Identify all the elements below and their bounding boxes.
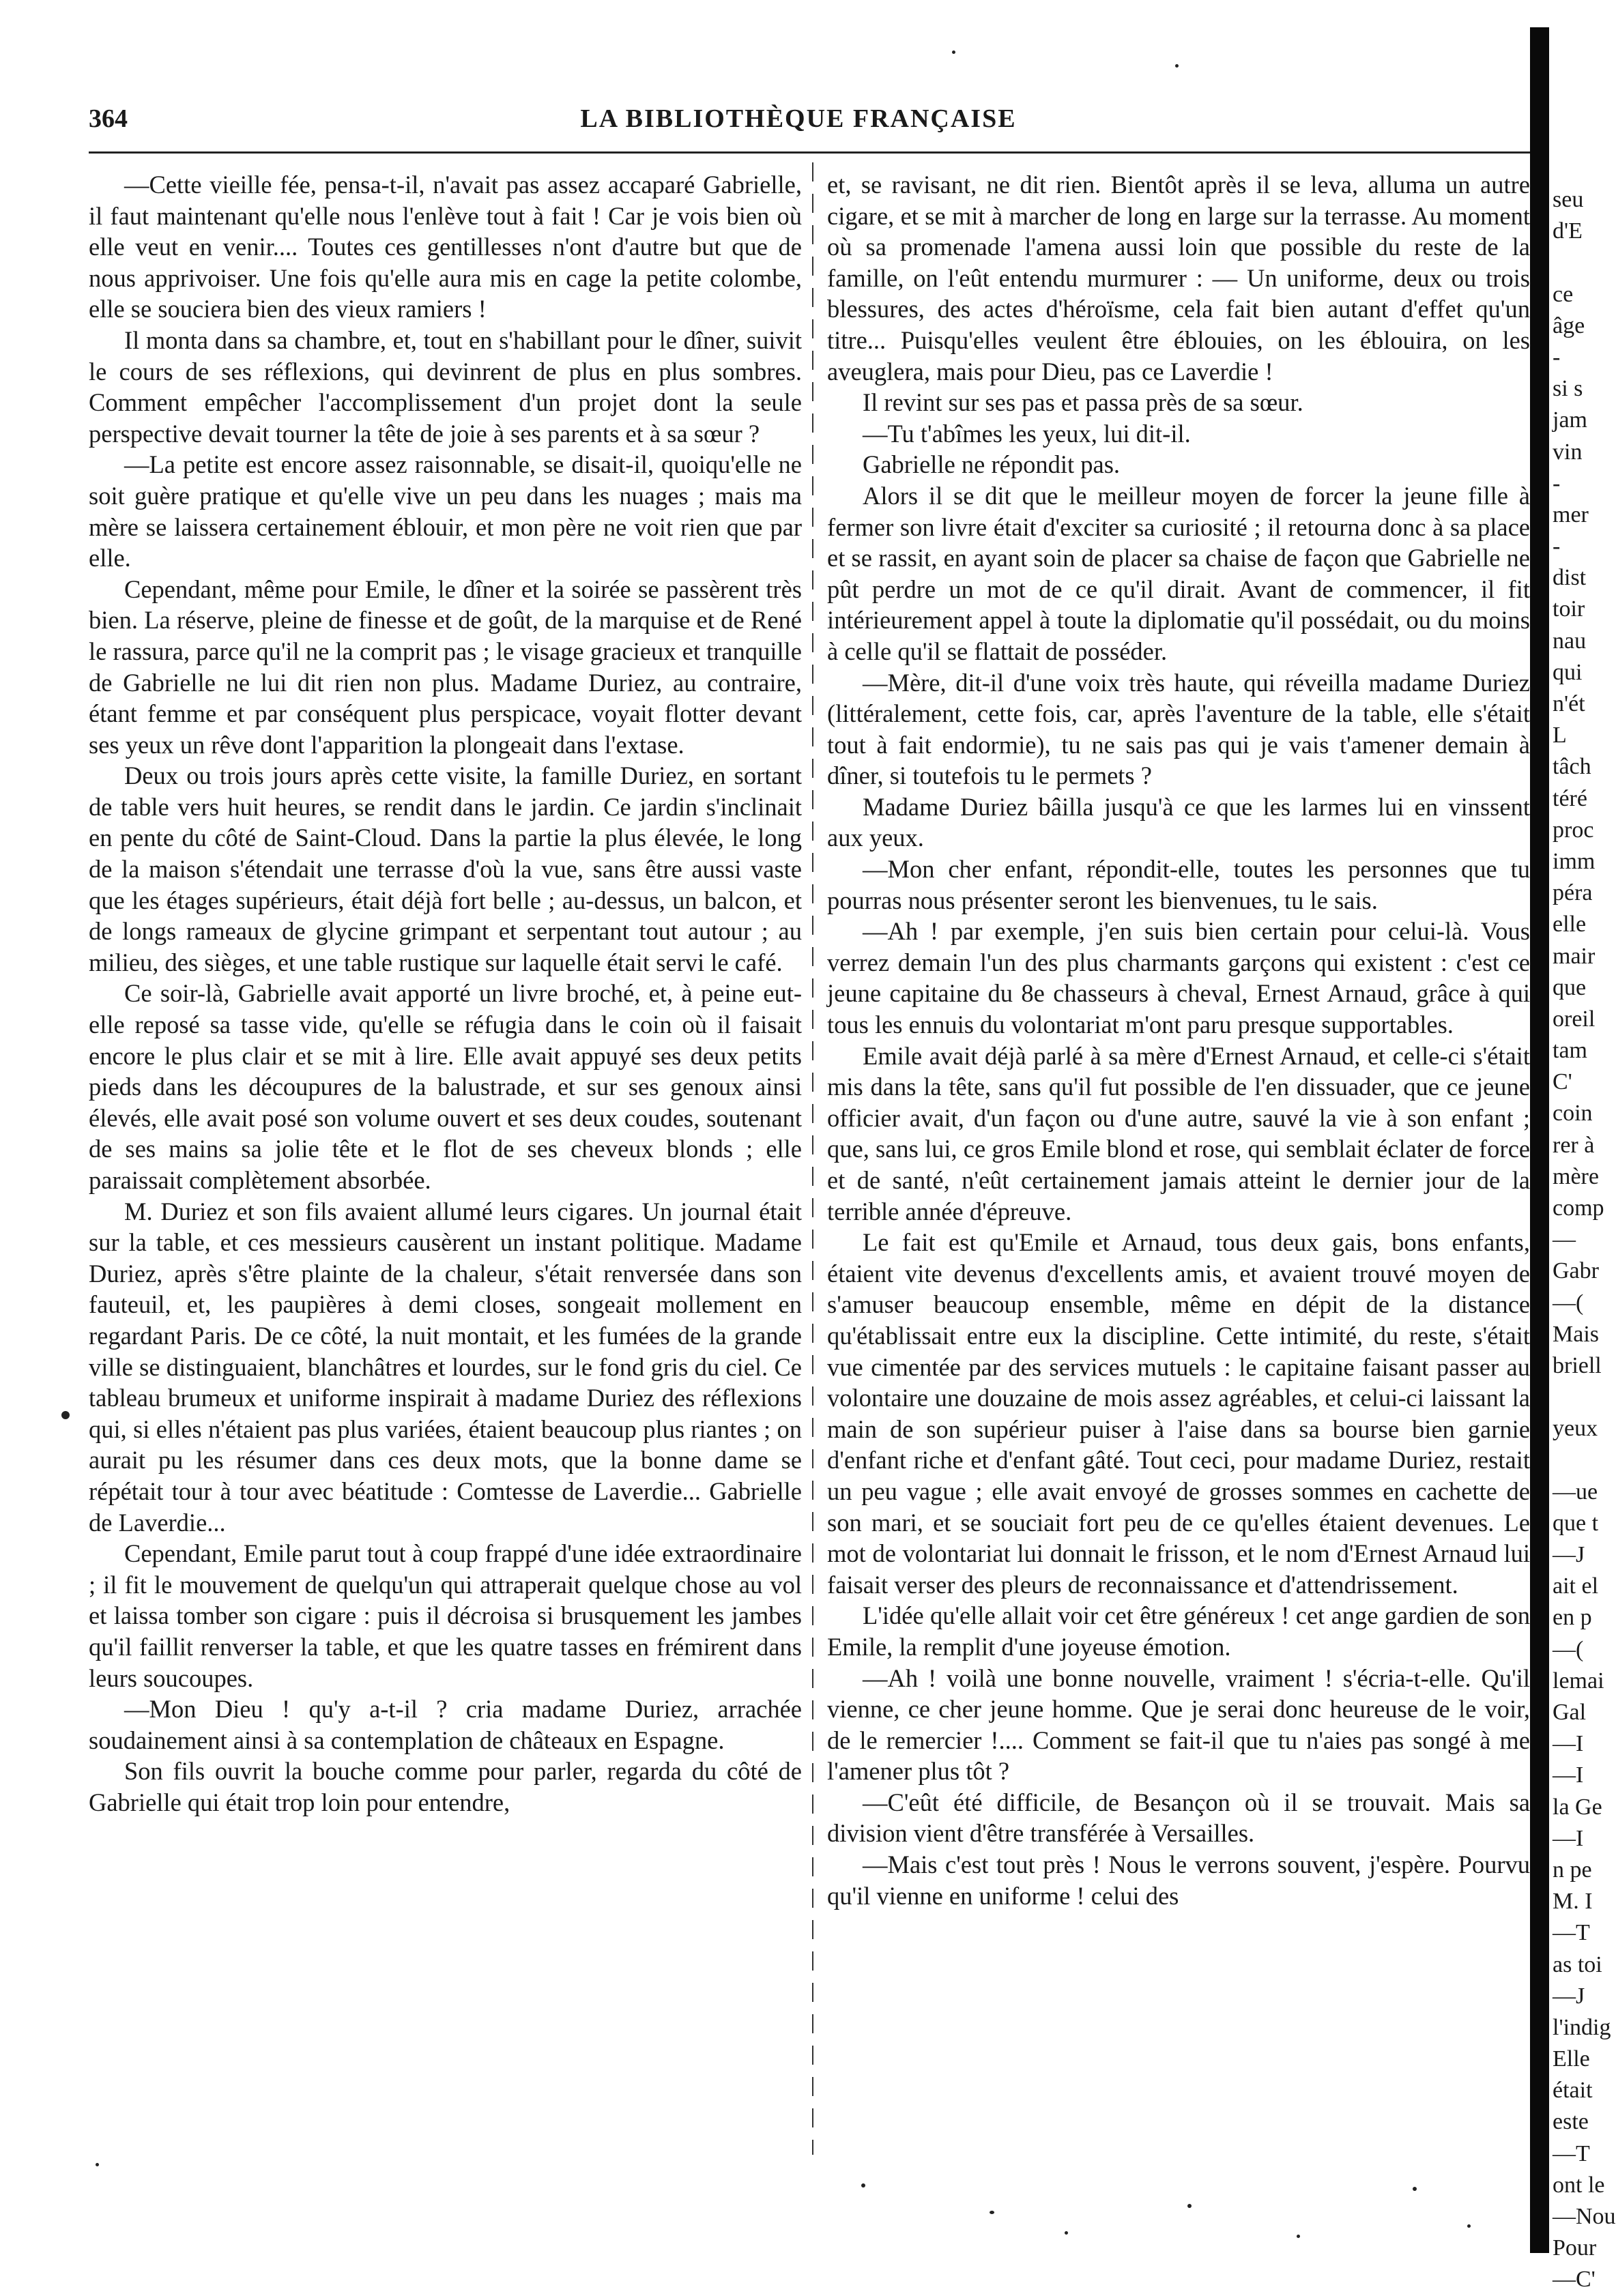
facing-page-fragment: était [1553, 2078, 1593, 2104]
facing-page-fragment: n pe [1553, 1857, 1592, 1883]
facing-page-fragments [1553, 184, 1616, 2296]
facing-page-fragment: tâch [1553, 754, 1591, 780]
facing-page-fragment: briell [1553, 1352, 1602, 1378]
facing-page-fragment: mair [1553, 943, 1596, 969]
facing-page-fragment: en p [1553, 1605, 1592, 1631]
paragraph: —La petite est encore assez raisonnable, se disait-il, quoiqu'elle ne soit guère pratique et qu'elle vive un peu dans les nuages ; mais ma mère se laissera certainement éblouir, et mon père ne voit rien que par elle. [89, 450, 802, 572]
facing-page-fragment: jam [1553, 407, 1587, 433]
paragraph: Cependant, même pour Emile, le dîner et la soirée se passèrent très bien. La réserve, pleine de finesse et de goût, de la marquise et de René le rassura, parce qu'il ne la comprit pas ; le visage gracieux et tranquille de Gabrielle ne lui dit rien non plus. Madame Duriez, au contraire, étant femme et par conséquent plus perspicace, voyait flotter devant ses yeux un rêve dont l'apparition la plongeait dans l'extase. [89, 575, 802, 759]
print-speck [1065, 2231, 1068, 2235]
facing-page-fragment: —J [1553, 1542, 1585, 1568]
facing-page-fragment: —I [1553, 1825, 1584, 1851]
facing-page-fragment: Mais [1553, 1321, 1599, 1347]
print-speck [1297, 2235, 1300, 2238]
facing-page-fragment: seu [1553, 187, 1584, 212]
print-speck [1413, 2187, 1417, 2191]
facing-page-fragment: qui [1553, 659, 1583, 685]
paragraph: Ce soir-là, Gabrielle avait apporté un livre broché, et, à peine eut-elle reposé sa tasse vide, qu'elle se réfugia dans le coin où il faisait encore le plus clair et se mit à lire. Elle avait appuyé ses deux petits pieds dans les découpures de la balustrade, et sur ses genoux ainsi élevés, elle avait posé son volume ouvert et ses deux coudes, soutenant de ses mains sa jolie tête et le flot de ses cheveux blonds ; elle paraissait complètement absorbée. [89, 979, 802, 1194]
left-column [89, 169, 802, 1818]
paragraph: Son fils ouvrit la bouche comme pour parler, regarda du côté de Gabrielle qui était trop loin pour entendre, [89, 1757, 802, 1816]
paragraph: et, se ravisant, ne dit rien. Bientôt après il se leva, alluma un autre cigare, et se mit à marcher de long en large sur la terrasse. Au moment où sa promenade l'amena aussi loin que possible du reste de la famille, on l'eût entendu murmurer : — Un uniforme, deux ou trois blessures, des actes d'héroïsme, cela fait bien autant d'effet qu'un titre... Puisqu'elles veulent être éblouies, on les éblouira, on les aveuglera, mais pour Dieu, pas ce Laverdie ! [827, 171, 1530, 386]
facing-page-fragment: —( [1553, 1290, 1584, 1316]
facing-page-fragment: proc [1553, 817, 1594, 843]
facing-page-fragment: ont le [1553, 2172, 1605, 2198]
facing-page-fragment: coin [1553, 1101, 1593, 1127]
paragraph: Il monta dans sa chambre, et, tout en s'habillant pour le dîner, suivit le cours de ses réflexions, qui devinrent de plus en plus sombres. Comment empêcher l'accomplissement d'un projet dont la seule perspective devait tourner la tête de joie à ses parents et à sa sœur ? [89, 325, 802, 448]
paragraph: Gabrielle ne répondit pas. [863, 450, 1121, 479]
facing-page-fragment: que t [1553, 1510, 1599, 1536]
facing-page-fragment: —( [1553, 1636, 1584, 1662]
facing-page-fragment [1553, 1382, 1607, 1413]
paragraph: Madame Duriez bâilla jusqu'à ce que les larmes lui en vinssent aux yeux. [827, 792, 1530, 852]
facing-page-fragment: —C' [1553, 2267, 1596, 2293]
print-speck [990, 2211, 994, 2214]
facing-page-fragment: nau [1553, 628, 1587, 654]
facing-page-fragment: que [1553, 974, 1587, 1000]
facing-page-fragment: mère [1553, 1163, 1599, 1189]
facing-page-fragment: mer [1553, 502, 1589, 527]
paragraph: —Ah ! par exemple, j'en suis bien certain pour celui-là. Vous verrez demain l'un des plus charmants garçons qui existent : c'est ce jeune capitaine du 8e chasseurs à cheval, Ernest Arnaud, grâce à qui tous les ennuis du volontariat m'ont paru presque supportables. [827, 917, 1530, 1039]
facing-page-fragment: C' [1553, 1069, 1572, 1095]
paragraph: Il revint sur ses pas et passa près de sa sœur. [863, 388, 1303, 417]
paragraph: —Mon Dieu ! qu'y a-t-il ? cria madame Duriez, arrachée soudainement ainsi à sa contemplation de châteaux en Espagne. [89, 1695, 802, 1754]
facing-page-fragment: Elle [1553, 2046, 1590, 2072]
page-number: 364 [89, 104, 128, 133]
facing-page-fragment: —I [1553, 1731, 1584, 1757]
print-speck [1187, 2204, 1192, 2208]
paragraph: Cependant, Emile parut tout à coup frappé d'une idée extraordinaire ; il fit le mouvement de quelqu'un qui attraperait quelque chose au vol et laissa tomber son cigare : puis il décroisa si brusquement les jambes qu'il faillit renverser la table, et que les quatre tasses en frémirent dans leurs soucoupes. [89, 1539, 802, 1692]
facing-page-fragment: la Ge [1553, 1794, 1602, 1820]
paragraph: —Mais c'est tout près ! Nous le verrons souvent, j'espère. Pourvu qu'il vienne en uniforme ! celui des [827, 1850, 1530, 1910]
margin-speck [61, 1411, 70, 1419]
facing-page-fragment: ce [1553, 281, 1574, 307]
paragraph: —Cette vieille fée, pensa-t-il, n'avait pas assez accaparé Gabrielle, il faut maintenant qu'elle nous l'enlève tout à fait ! Car je vois bien où elle veut en venir.... Toutes ces gentillesses n'ont d'autre but que de nous apprivoiser. Une fois qu'elle aura mis en cage la petite colombe, elle se souciera bien des vieux ramiers ! [89, 171, 802, 323]
column-divider [812, 162, 813, 2155]
running-title: LA BIBLIOTHÈQUE FRANÇAISE [580, 104, 1017, 133]
print-speck [952, 50, 955, 54]
paragraph: —Mère, dit-il d'une voix très haute, qui réveilla madame Duriez (littéralement, cette fois, car, après l'aventure de la table, elle s'était tout à fait endormie), tu ne sais pas qui je vais t'amener demain à dîner, si toutefois tu le permets ? [827, 668, 1530, 790]
paragraph: Deux ou trois jours après cette visite, la famille Duriez, en sortant de table vers huit heures, se rendit dans le jardin. Ce jardin s'inclinait en pente du côté de Saint-Cloud. Dans la partie la plus élevée, le long de la maison s'étendait une terrasse d'où la vue, sans être aussi vaste que les étages supérieurs, était déjà fort belle ; au-dessus, un balcon, et de longs rameaux de glycine grimpant et serpentant tout autour ; au milieu, des sièges, et une table rustique sur laquelle était servi le café. [89, 761, 802, 976]
facing-page-fragment: —J [1553, 1983, 1585, 2009]
facing-page-fragment: n'ét [1553, 691, 1585, 716]
facing-page-fragment: —T [1553, 1920, 1590, 1946]
paragraph: Alors il se dit que le meilleur moyen de forcer la jeune fille à fermer son livre était d'exciter sa curiosité ; il retourna donc à sa place et se rassit, en ayant soin de placer sa chaise de façon que Gabrielle ne pût perdre un mot de ce qu'il dirait. Avant de commencer, il fit intérieurement appel à toute la diplomatie qu'il possédait, ou du moins à celle qu'il se flattait de posséder. [827, 481, 1530, 665]
paragraph: —Tu t'abîmes les yeux, lui dit-il. [863, 419, 1191, 448]
facing-page-fragment: imm [1553, 848, 1596, 874]
paragraph: Emile avait déjà parlé à sa mère d'Ernest Arnaud, et celle-ci s'était mis dans la tête, sans qu'il fut possible de l'en dissuader, que ce jeune officier avait, d'un façon ou d'une autre, sauvé la vie à son enfant ; que, sans lui, ce gros Emile blond et rose, qui semblait éclater de force et de santé, n'eût certainement jamais atteint le dernier jour de la terrible année d'épreuve. [827, 1041, 1530, 1225]
facing-page-fragment: as toi [1553, 1951, 1602, 1977]
print-speck [96, 2163, 99, 2166]
facing-page-fragment: —T [1553, 2140, 1590, 2166]
header-rule [89, 151, 1542, 154]
facing-page-fragment [1553, 1445, 1607, 1477]
print-speck [1175, 64, 1179, 68]
facing-page-fragment: —Nou [1553, 2204, 1616, 2229]
facing-page-fragment: - [1553, 534, 1561, 560]
facing-page-fragment: l'indig [1553, 2014, 1611, 2040]
facing-page-fragment: Gal [1553, 1700, 1587, 1725]
facing-page-fragment: téré [1553, 785, 1587, 811]
paragraph: —C'eût été difficile, de Besançon où il se trouvait. Mais sa division vient d'être transférée à Versailles. [827, 1788, 1530, 1848]
facing-page-fragment: este [1553, 2109, 1589, 2135]
facing-page-fragment: Gabr [1553, 1258, 1599, 1284]
binding-shadow [1530, 27, 1549, 2253]
facing-page-fragment: - [1553, 344, 1561, 370]
paragraph: —Ah ! voilà une bonne nouvelle, vraiment ! s'écria-t-elle. Qu'il vienne, ce cher jeune homme. Que je serai donc heureuse de le voir, de le remercier !.... Comment se fait-il que tu n'aies pas songé à me l'amener plus tôt ? [827, 1663, 1530, 1786]
facing-page-fragment: M. I [1553, 1889, 1593, 1915]
facing-page-fragment: yeux [1553, 1416, 1598, 1442]
facing-page-fragment: vin [1553, 439, 1583, 465]
facing-page-fragment [1553, 247, 1607, 278]
print-speck [861, 2183, 865, 2188]
facing-page-fragment: péra [1553, 880, 1593, 906]
facing-page-fragment: si s [1553, 376, 1583, 402]
facing-page-fragment: oreil [1553, 1006, 1596, 1032]
facing-page-fragment: L [1553, 723, 1567, 749]
facing-page-fragment: elle [1553, 912, 1587, 938]
facing-page-fragment: Pour [1553, 2235, 1597, 2261]
facing-page-fragment: — [1553, 1227, 1576, 1253]
page-header [89, 104, 1508, 145]
paragraph: Le fait est qu'Emile et Arnaud, tous deux gais, bons enfants, étaient vite devenus d'excellents amis, et avaient trouvé moyen de s'amuser beaucoup ensemble, même en dépit de la distance qu'établissait entre eux la discipline. Cette intimité, du reste, s'était vue cimentée par des services mutuels : le capitaine faisant passer au volontaire une douzaine de mois assez agréables, et celui-ci laissant la main de son supérieur puiser à l'aise dans sa bourse bien garnie d'enfant riche et d'enfant gâté. Tout ceci, pour madame Duriez, restait un peu vague ; elle avait envoyé de grosses sommes en cachette de son mari, et se souciait fort peu de ce qu'elles étaient devenues. Le mot de volontariat lui donnait le frisson, et le nom d'Ernest Arnaud lui faisait verser des pleurs de reconnaissance et d'attendrissement. [827, 1228, 1530, 1599]
facing-page-fragment: tam [1553, 1038, 1587, 1064]
facing-page-fragment: —I [1553, 1762, 1584, 1788]
facing-page-fragment: —ue [1553, 1479, 1598, 1505]
facing-page-fragment: lemai [1553, 1668, 1604, 1694]
right-column [827, 169, 1530, 1911]
paragraph: M. Duriez et son fils avaient allumé leurs cigares. Un journal était sur la table, et ces messieurs causèrent un instant politique. Madame Duriez, après s'être plainte de la chaleur, s'était renversée dans son fauteuil, et, les paupières à demi closes, songeait mollement en regardant Paris. De ce côté, la nuit montait, et les fumées de la grande ville se distinguaient, blanchâtres et lourdes, sur le fond gris du ciel. Ce tableau brumeux et uniforme inspirait à madame Duriez des réflexions qui, si elles n'étaient pas plus variées, étaient beaucoup plus riantes ; on aurait pu les résumer dans ces deux mots, que la bonne dame se répétait tour à tour avec béatitude : Comtesse de Laverdie... Gabrielle de Laverdie... [89, 1197, 802, 1537]
print-speck [1467, 2224, 1471, 2228]
facing-page-fragment: comp [1553, 1195, 1604, 1221]
facing-page-fragment: rer à [1553, 1132, 1595, 1158]
facing-page-fragment: - [1553, 470, 1561, 496]
paragraph: —Mon cher enfant, répondit-elle, toutes les personnes que tu pourras nous présenter seront les bienvenues, tu le sais. [827, 855, 1530, 914]
paragraph: L'idée qu'elle allait voir cet être généreux ! cet ange gardien de son Emile, la remplit d'une joyeuse émotion. [827, 1601, 1530, 1661]
facing-page-fragment: dist [1553, 565, 1587, 591]
facing-page-fragment: âge [1553, 313, 1585, 338]
facing-page-fragment: toir [1553, 596, 1585, 622]
facing-page-fragment: ait el [1553, 1573, 1599, 1599]
facing-page-fragment: d'E [1553, 218, 1583, 244]
